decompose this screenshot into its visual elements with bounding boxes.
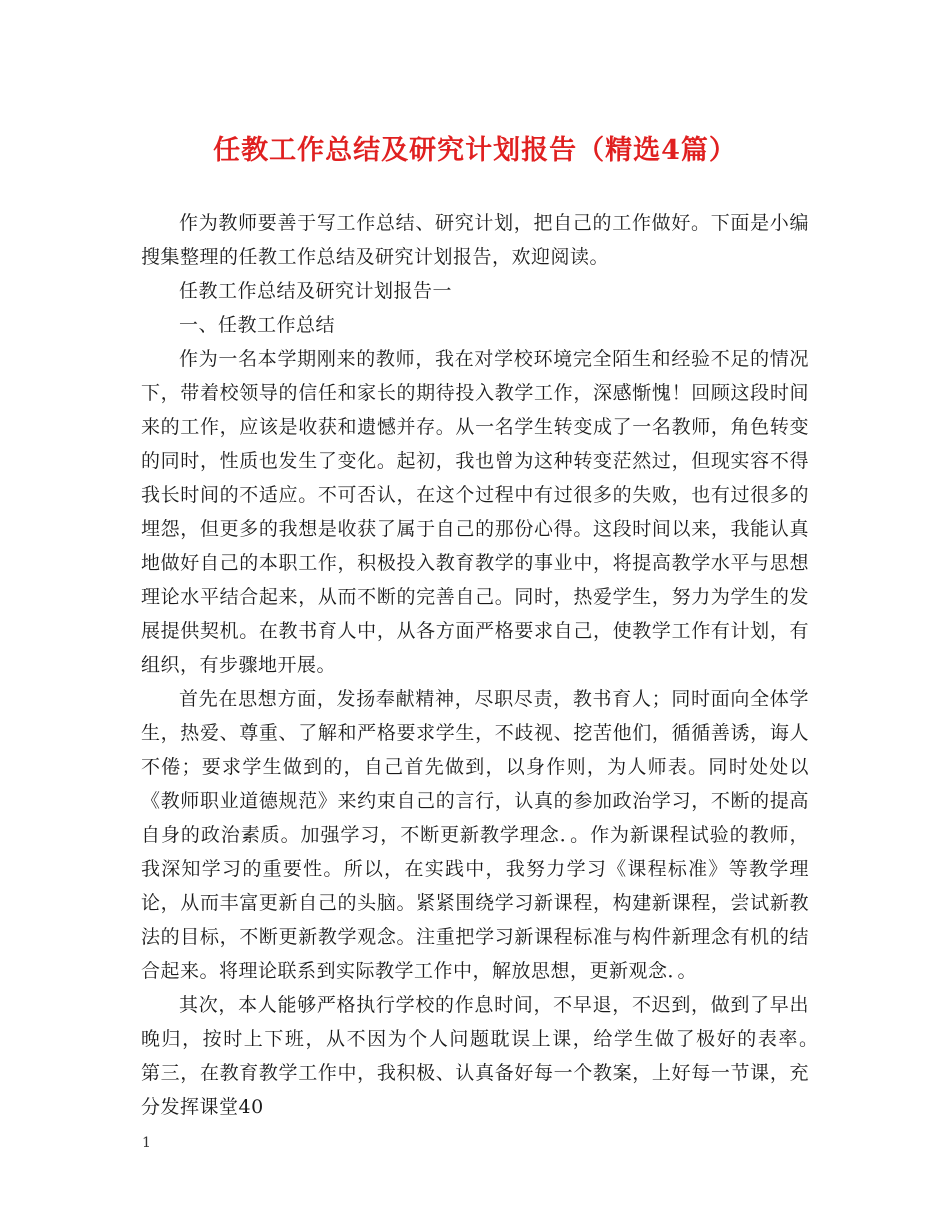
intro-paragraph: 作为教师要善于写工作总结、研究计划，把自己的工作做好。下面是小编搜集整理的任教工作总结及研究计划报告，欢迎阅读。 (141, 212, 809, 268)
body-paragraph: 作为一名本学期刚来的教师，我在对学校环境完全陌生和经验不足的情况下，带着校领导的信任和家长的期待投入教学工作，深感惭愧！回顾这段时间来的工作，应该是收获和遗憾并存。从一名学生转变成了一名教师，角色转变的同时，性质也发生了变化。起初，我也曾为这种转变茫然过，但现实容不得我长时间的不适应。不可否认，在这个过程中有过很多的失败，也有过很多的埋怨，但更多的我想是收获了属于自己的那份心得。这段时间以来，我能认真地做好自己的本职工作，积极投入教育教学的事业中，将提高教学水平与思想理论水平结合起来，从而不断的完善自己。同时，热爱学生，努力为学生的发展提供契机。在教书育人中，从各方面严格要求自己，使教学工作有计划，有组织，有步骤地开展。 (141, 348, 809, 676)
page-number: 1 (142, 1135, 151, 1151)
document-body (141, 206, 829, 1124)
body-paragraph: 其次，本人能够严格执行学校的作息时间，不早退，不迟到，做到了早出晚归，按时上下班，从不因为个人问题耽误上课，给学生做了极好的表率。 第三，在教育教学工作中，我积极、认真备好每一个教案，上好每一节课，充分发挥课堂40 (141, 994, 829, 1118)
body-paragraph: 首先在思想方面，发扬奉献精神，尽职尽责，教书育人；同时面向全体学生，热爱、尊重、了解和严格要求学生，不歧视、挖苦他们，循循善诱，诲人不倦；要求学生做到的，自己首先做到，以身作则，为人师表。同时处处以《教师职业道德规范》来约束自己的言行，认真的参加政治学习，不断的提高自身的政治素质。加强学习，不断更新教学理念．。作为新课程试验的教师，我深知学习的重要性。所以，在实践中，我努力学习《课程标准》等教学理论，从而丰富更新自己的头脑。紧紧围绕学习新课程，构建新课程，尝试新教法的目标，不断更新教学观念。注重把学习新课程标准与构件新理念有机的结合起来。将理论联系到实际教学工作中，解放思想，更新观念．。 (141, 688, 809, 982)
document-title: 任教工作总结及研究计划报告（精选4篇） (213, 135, 737, 166)
report-heading: 任教工作总结及研究计划报告一 (179, 280, 453, 302)
section-heading: 一、任教工作总结 (179, 314, 336, 336)
